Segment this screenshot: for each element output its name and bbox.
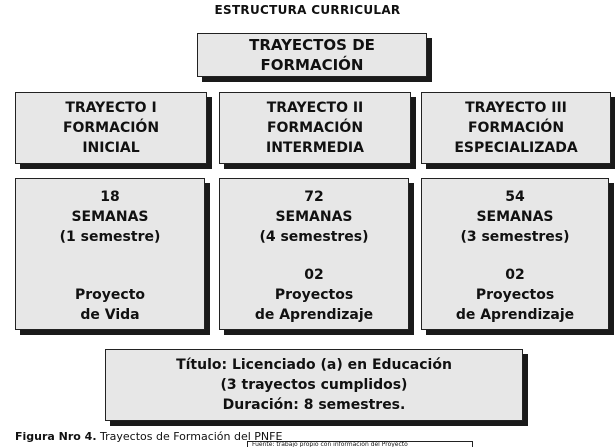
degree-duration: Duración: 8 semestres. xyxy=(222,397,406,413)
trayecto-1-name: TRAYECTO I xyxy=(65,100,157,116)
trayecto-2-type: INTERMEDIA xyxy=(266,140,364,156)
degree-requirement: (3 trayectos cumplidos) xyxy=(220,377,408,393)
trayecto-1-semesters: (1 semestre) xyxy=(59,229,161,245)
figure-caption-label: Figura Nro 4. xyxy=(15,430,97,443)
trayecto-3-project-line1: Proyectos xyxy=(475,287,555,303)
trayecto-2-details xyxy=(219,178,409,330)
trayecto-3-type: ESPECIALIZADA xyxy=(454,140,578,156)
trayecto-2-name: TRAYECTO II xyxy=(266,100,364,116)
trayecto-2-weeks: 72 xyxy=(304,189,324,205)
figure-caption xyxy=(15,430,282,443)
trayecto-3-details xyxy=(421,178,609,330)
diagram-title: ESTRUCTURA CURRICULAR xyxy=(214,3,401,17)
trayecto-3-weeks: 54 xyxy=(505,189,525,205)
trayecto-3-project-line2: de Aprendizaje xyxy=(455,307,575,323)
trayecto-3-project-count: 02 xyxy=(505,267,525,283)
degree-title: Título: Licenciado (a) en Educación xyxy=(176,357,452,373)
trayecto-1-header xyxy=(15,92,207,164)
trayecto-1-weeks-label: SEMANAS xyxy=(71,209,149,225)
trayecto-3-formation: FORMACIÓN xyxy=(467,120,565,136)
trayecto-2-weeks-label: SEMANAS xyxy=(275,209,353,225)
trayecto-1-type: INICIAL xyxy=(82,140,140,156)
trayecto-2-project-count: 02 xyxy=(304,267,324,283)
degree-title-box xyxy=(105,349,523,421)
trayecto-2-project-line2: de Aprendizaje xyxy=(254,307,374,323)
formation-paths-box xyxy=(197,33,427,77)
trayecto-1-details xyxy=(15,178,205,330)
trayecto-1-weeks: 18 xyxy=(100,189,120,205)
trayecto-3-header xyxy=(421,92,611,164)
trayecto-2-header xyxy=(219,92,411,164)
figure-caption-text: Trayectos de Formación del PNFE xyxy=(100,430,283,443)
formation-paths-label: TRAYECTOS DE FORMACIÓN xyxy=(249,36,375,74)
trayecto-1-project-line1: Proyecto xyxy=(74,287,145,303)
source-note: Fuente: trabajo propio con información del Proyecto xyxy=(247,441,473,447)
trayecto-3-weeks-label: SEMANAS xyxy=(476,209,554,225)
trayecto-2-semesters: (4 semestres) xyxy=(259,229,369,245)
trayecto-3-name: TRAYECTO III xyxy=(465,100,567,116)
trayecto-3-semesters: (3 semestres) xyxy=(460,229,570,245)
trayecto-1-project-line2: de Vida xyxy=(80,307,140,323)
trayecto-2-project-line1: Proyectos xyxy=(274,287,354,303)
trayecto-2-formation: FORMACIÓN xyxy=(266,120,364,136)
trayecto-1-formation: FORMACIÓN xyxy=(62,120,160,136)
